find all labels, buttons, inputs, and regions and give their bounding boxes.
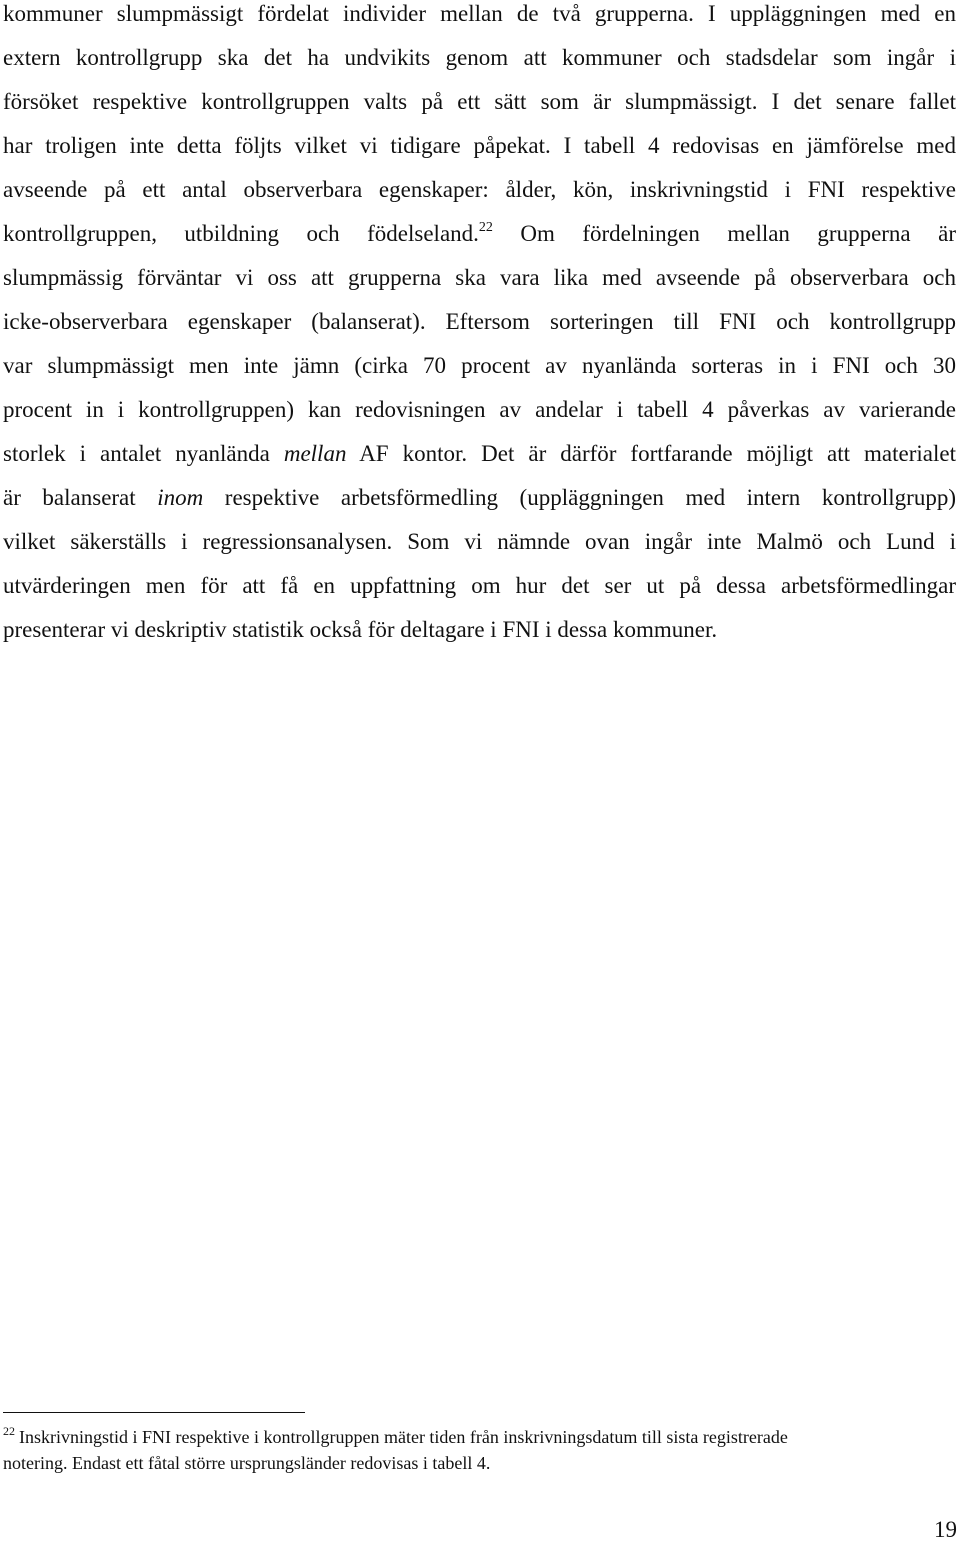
body-text-segment: kontrollgruppen, utbildning och födelseland. [3,221,479,246]
body-line: procent in i kontrollgruppen) kan redovisningen av andelar i tabell 4 påverkas av varierande [3,397,956,422]
emphasis-text: inom [157,485,204,510]
body-line: utvärderingen men för att få en uppfattning om hur det ser ut på dessa arbetsförmedlingar [3,573,956,598]
body-line: vilket säkerställs i regressionsanalysen. Som vi nämnde ovan ingår inte Malmö och Lund i [3,529,956,554]
body-line: presenterar vi deskriptiv statistik också för deltagare i FNI i dessa kommuner. [3,617,718,642]
body-line: försöket respektive kontrollgruppen valts på ett sätt som är slumpmässigt. I det senare fallet [3,89,956,114]
body-line: kommuner slumpmässigt fördelat individer mellan de två grupperna. I uppläggningen med en [3,1,956,26]
page-number: 19 [934,1517,957,1542]
footnote-line: notering. Endast ett fåtal större ursprungsländer redovisas i tabell 4. [3,1453,491,1473]
footnote-number: 22 [3,1424,15,1438]
body-line: var slumpmässigt men inte jämn (cirka 70 procent av nyanlända sorteras in i FNI och 30 [3,353,956,378]
body-paragraph [3,0,956,652]
footnote-separator [3,1412,305,1413]
body-text-segment: storlek i antalet nyanlända [3,441,284,466]
footnote-line [3,1424,956,1450]
body-line: avseende på ett antal observerbara egenskaper: ålder, kön, inskrivningstid i FNI respektive [3,177,956,202]
footnote [3,1424,956,1476]
footnote-reference: 22 [478,220,493,235]
body-line: extern kontrollgrupp ska det ha undvikits genom att kommuner och stadsdelar som ingår i [3,45,956,70]
body-line-with-footnote-ref [3,212,956,256]
body-line: icke-observerbara egenskaper (balanserat). Eftersom sorteringen till FNI och kontrollgrupp [3,309,956,334]
footnote-text: Inskrivningstid i FNI respektive i kontrollgruppen mäter tiden från inskrivningsdatum till sista registrerade [19,1427,788,1447]
body-text-segment: är balanserat [3,485,158,510]
emphasis-text: mellan [283,441,347,466]
body-text-segment: AF kontor. Det är därför fortfarande möjligt att materialet [346,441,956,466]
body-line-with-emphasis [3,476,956,520]
body-text-segment: respektive arbetsförmedling (uppläggningen med intern kontrollgrupp) [203,485,957,510]
body-text-segment: Om fördelningen mellan grupperna är [492,221,956,246]
body-line: har troligen inte detta följts vilket vi tidigare påpekat. I tabell 4 redovisas en jämförelse med [3,133,956,158]
body-line-with-emphasis [3,432,956,476]
body-line: slumpmässig förväntar vi oss att grupperna ska vara lika med avseende på observerbara och [3,265,956,290]
